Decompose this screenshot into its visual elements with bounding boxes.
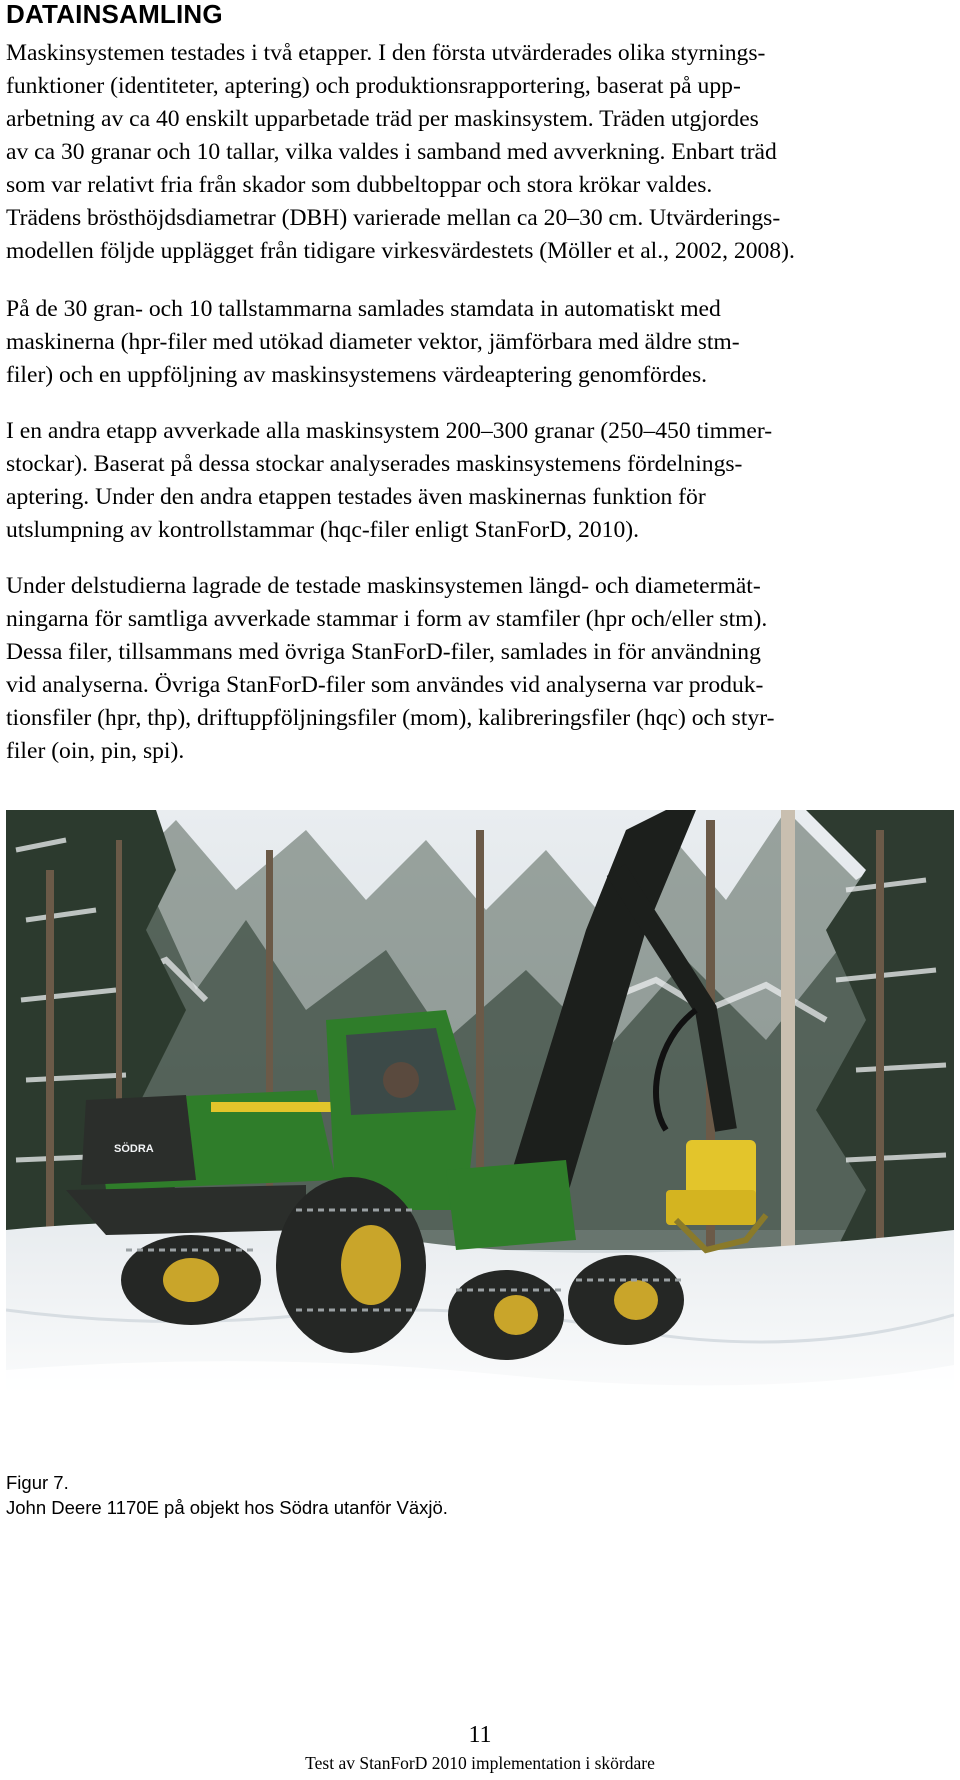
- text-line: maskinerna (hpr-filer med utökad diameter vektor, jämförbara med äldre stm-: [6, 329, 740, 355]
- text-line: funktioner (identiteter, aptering) och produktionsrapportering, baserat på upp-: [6, 73, 741, 99]
- figure-caption: [6, 1470, 448, 1520]
- text-line: arbetning av ca 40 enskilt upparbetade träd per maskinsystem. Träden utgjordes: [6, 106, 759, 132]
- paragraph-3: [6, 415, 944, 547]
- text-line: vid analyserna. Övriga StanForD-filer som användes vid analyserna var produk-: [6, 672, 764, 698]
- paragraph-4: [6, 570, 944, 768]
- text-line: På de 30 gran- och 10 tallstammarna samlades stamdata in automatiskt med: [6, 296, 721, 322]
- paragraph-1: [6, 37, 944, 268]
- harvester-photo: [6, 810, 954, 1441]
- text-line: modellen följde upplägget från tidigare virkesvärdestets (Möller et al., 2002, 2008).: [6, 238, 795, 264]
- text-line: utslumpning av kontrollstammar (hqc-filer enligt StanForD, 2010).: [6, 517, 639, 543]
- text-line: I en andra etapp avverkade alla maskinsystem 200–300 granar (250–450 timmer-: [6, 418, 773, 444]
- machine-brand-text: SÖDRA: [114, 1143, 154, 1155]
- figure-label: Figur 7.: [6, 1472, 69, 1493]
- text-line: Maskinsystemen testades i två etapper. I den första utvärderades olika styrnings-: [6, 40, 766, 66]
- figure-caption-text: John Deere 1170E på objekt hos Södra utanför Växjö.: [6, 1497, 448, 1518]
- paragraph-2: [6, 293, 944, 392]
- section-heading: DATAINSAMLING: [6, 0, 223, 29]
- text-line: av ca 30 granar och 10 tallar, vilka valdes i samband med avverkning. Enbart träd: [6, 139, 777, 165]
- text-line: filer) och en uppföljning av maskinsystemens värdeaptering genomfördes.: [6, 362, 708, 388]
- text-line: filer (oin, pin, spi).: [6, 738, 185, 764]
- text-line: som var relativt fria från skador som dubbeltoppar och stora krökar valdes.: [6, 172, 713, 198]
- page-number: 11: [468, 1722, 492, 1748]
- text-line: Under delstudierna lagrade de testade maskinsystemen längd- och diametermät-: [6, 573, 761, 599]
- text-line: Dessa filer, tillsammans med övriga StanForD-filer, samlades in för användning: [6, 639, 761, 665]
- text-line: tionsfiler (hpr, thp), driftuppföljningsfiler (mom), kalibreringsfiler (hqc) och styr-: [6, 705, 775, 731]
- text-line: aptering. Under den andra etappen testades även maskinernas funktion för: [6, 484, 706, 510]
- text-line: stockar). Baserat på dessa stockar analyserades maskinsystemens fördelnings-: [6, 451, 743, 477]
- harvester-illustration: [6, 810, 954, 1441]
- text-line: ningarna för samtliga avverkade stammar i form av stamfiler (hpr och/eller stm).: [6, 606, 768, 632]
- text-line: Trädens brösthöjdsdiametrar (DBH) varierade mellan ca 20–30 cm. Utvärderings-: [6, 205, 781, 231]
- running-footer: Test av StanForD 2010 implementation i skördare: [305, 1753, 655, 1773]
